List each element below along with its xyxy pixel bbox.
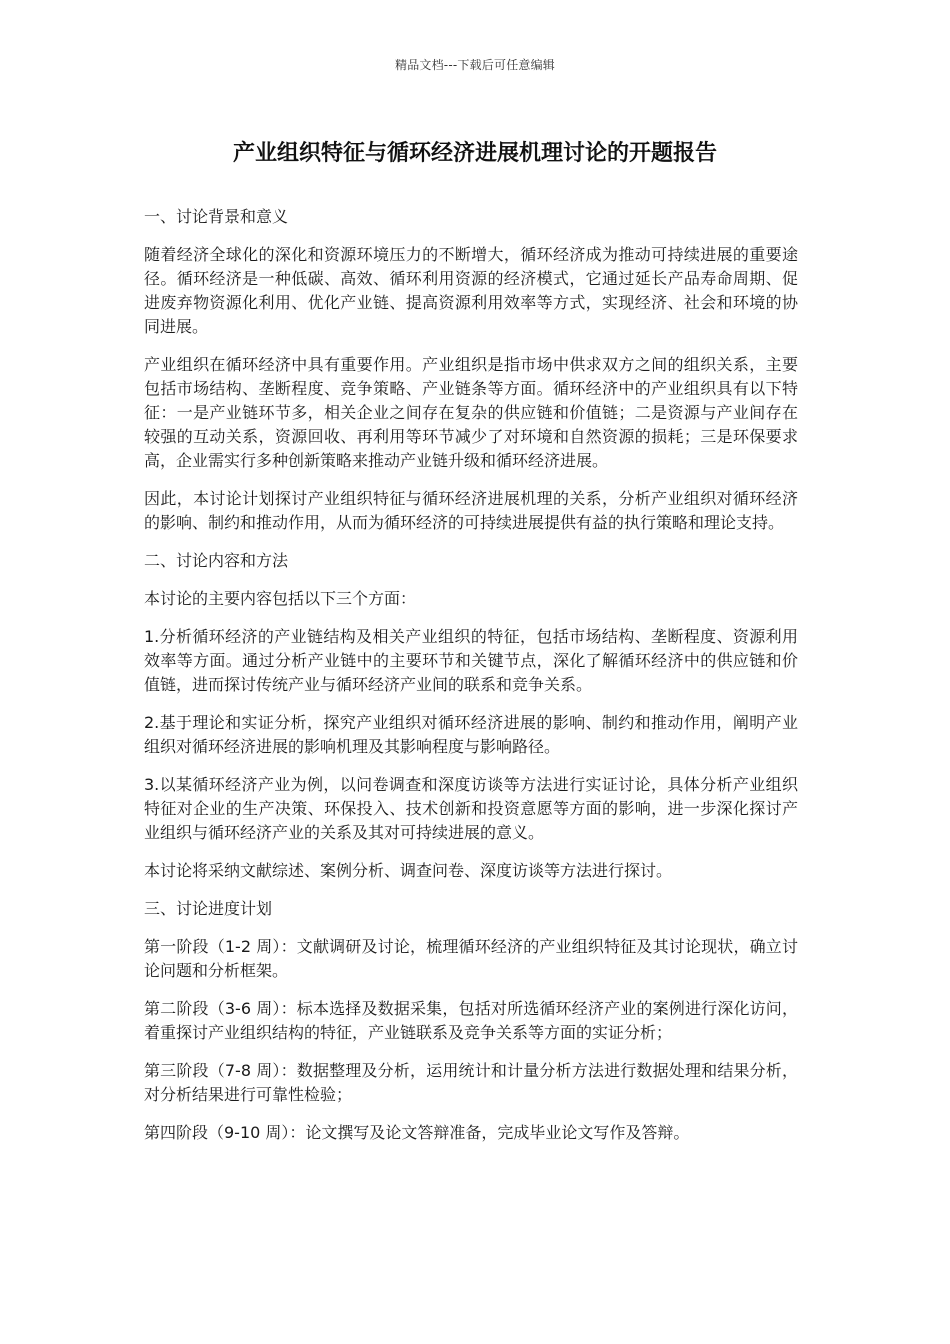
paragraph-content-intro: 本讨论的主要内容包括以下三个方面： bbox=[144, 589, 417, 608]
document-title: 产业组织特征与循环经济进展机理讨论的开题报告 bbox=[232, 141, 717, 166]
section-heading-content-method: 二、讨论内容和方法 bbox=[144, 551, 289, 570]
list-item-content-1: 1.分析循环经济的产业链结构及相关产业组织的特征，包括市场结构、垄断程度、资源利用效率等方面。通过分析产业链中的主要环节和关键节点，深化了解循环经济中的供应链和价值链，进而探讨传统产业与循环经济产业间的联系和竞争关系。 bbox=[144, 627, 798, 694]
section-heading-background: 一、讨论背景和意义 bbox=[144, 207, 289, 226]
list-item-content-3: 3.以某循环经济产业为例，以问卷调查和深度访谈等方法进行实证讨论，具体分析产业组织特征对企业的生产决策、环保投入、技术创新和投资意愿等方面的影响，进一步深化探讨产业组织与循环经济产业的关系及其对可持续进展的意义。 bbox=[144, 775, 798, 842]
schedule-stage-1: 第一阶段（1-2 周）：文献调研及讨论，梳理循环经济的产业组织特征及其讨论现状，确立讨论问题和分析框架。 bbox=[144, 937, 798, 980]
schedule-stage-3: 第三阶段（7-8 周）：数据整理及分析，运用统计和计量分析方法进行数据处理和结果分析，对分析结果进行可靠性检验； bbox=[144, 1061, 798, 1104]
schedule-stage-4: 第四阶段（9-10 周）：论文撰写及论文答辩准备，完成毕业论文写作及答辩。 bbox=[144, 1123, 690, 1142]
paragraph-background-1: 随着经济全球化的深化和资源环境压力的不断增大，循环经济成为推动可持续进展的重要途径。循环经济是一种低碳、高效、循环利用资源的经济模式，它通过延长产品寿命周期、促进废弃物资源化利用、优化产业链、提高资源利用效率等方式，实现经济、社会和环境的协同进展。 bbox=[144, 245, 798, 336]
paragraph-methods: 本讨论将采纳文献综述、案例分析、调查问卷、深度访谈等方法进行探讨。 bbox=[144, 861, 673, 880]
list-item-content-2: 2.基于理论和实证分析，探究产业组织对循环经济进展的影响、制约和推动作用，阐明产业组织对循环经济进展的影响机理及其影响程度与影响路径。 bbox=[144, 713, 798, 756]
schedule-stage-2: 第二阶段（3-6 周）：标本选择及数据采集，包括对所选循环经济产业的案例进行深化访问，着重探讨产业组织结构的特征，产业链联系及竞争关系等方面的实证分析； bbox=[144, 999, 798, 1042]
section-heading-schedule: 三、讨论进度计划 bbox=[144, 899, 273, 918]
document-body bbox=[144, 205, 798, 1159]
page-header: 精品文档---下载后可任意编辑 bbox=[395, 58, 555, 72]
paragraph-background-2: 产业组织在循环经济中具有重要作用。产业组织是指市场中供求双方之间的组织关系，主要包括市场结构、垄断程度、竞争策略、产业链条等方面。循环经济中的产业组织具有以下特征：一是产业链环节多，相关企业之间存在复杂的供应链和价值链；二是资源与产业间存在较强的互动关系，资源回收、再利用等环节减少了对环境和自然资源的损耗；三是环保要求高，企业需实行多种创新策略来推动产业链升级和循环经济进展。 bbox=[144, 355, 798, 470]
paragraph-background-3: 因此，本讨论计划探讨产业组织特征与循环经济进展机理的关系，分析产业组织对循环经济的影响、制约和推动作用，从而为循环经济的可持续进展提供有益的执行策略和理论支持。 bbox=[144, 489, 798, 532]
